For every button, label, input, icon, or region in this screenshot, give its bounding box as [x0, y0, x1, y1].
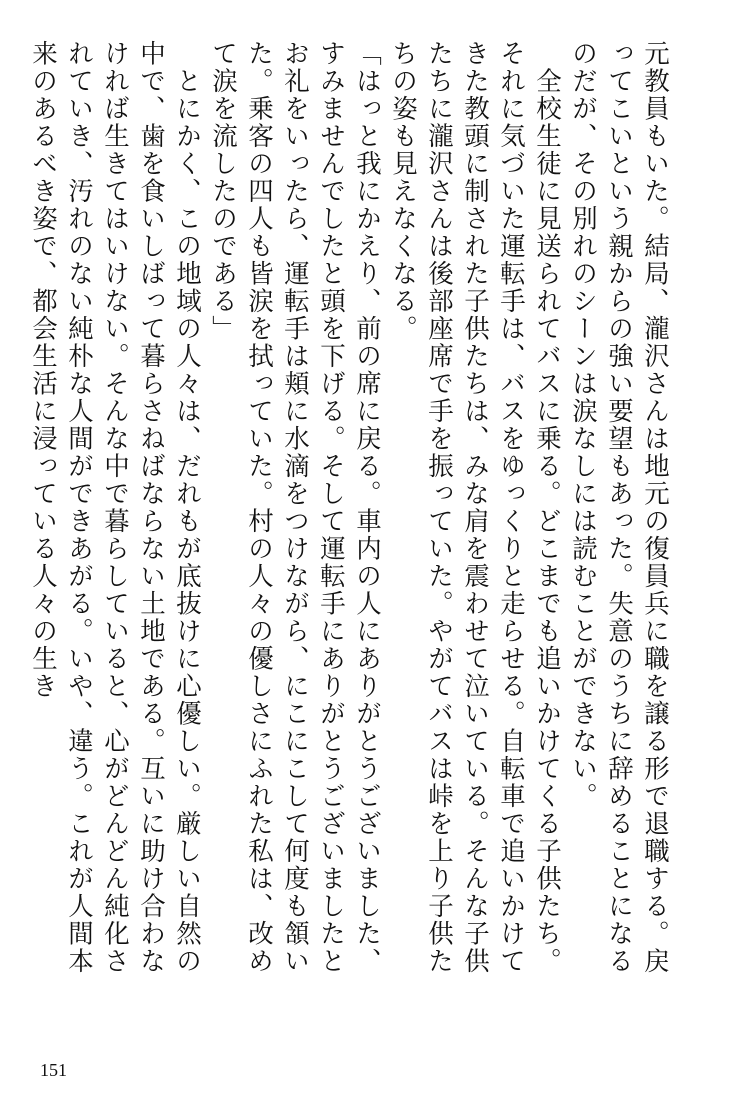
- paragraph: 元教員もいた。結局、瀧沢さんは地元の復員兵に職を譲る形で退職する。戻ってこいという親からの強い要望もあった。失意のうちに辞めることになるのだが、その別れのシーンは涙なしには読むことができない。: [568, 40, 670, 975]
- paragraph: 全校生徒に見送られてバスに乗る。どこまでも追いかけてくる子供たち。それに気づいた運転手は、バスをゆっくりと走らせる。自転車で追いかけてきた教頭に制された子供たちは、みな肩を震わせて泣いている。そんな子供たちに瀧沢さんは後部座席で手を振っていた。やがてバスは峠を上り子供たちの姿も見えなくなる。: [388, 40, 562, 975]
- page-number: 151: [40, 1060, 67, 1080]
- body-text: [28, 40, 673, 985]
- paragraph: 「はっと我にかえり、前の席に戻る。車内の人にありがとうございました、すみませんでしたと頭を下げる。そして運転手にありがとうございましたとお礼をいったら、運転手は頬に水滴をつけながら、にこにこして何度も頷いた。乗客の四人も皆涙を拭っていた。村の人々の優しさにふれた私は、改めて涙を流したのである」: [208, 40, 382, 975]
- paragraph: とにかく、この地域の人々は、だれもが底抜けに心優しい。厳しい自然の中で、歯を食いしばって暮らさねばならない土地である。互いに助け合わなければ生きてはいけない。そんな中で暮らしていると、心がどんどん純化されていき、汚れのない純朴な人間ができあがる。いや、違う。これが人間本来のあるべき姿で、都会生活に浸っている人々の生き: [28, 40, 202, 975]
